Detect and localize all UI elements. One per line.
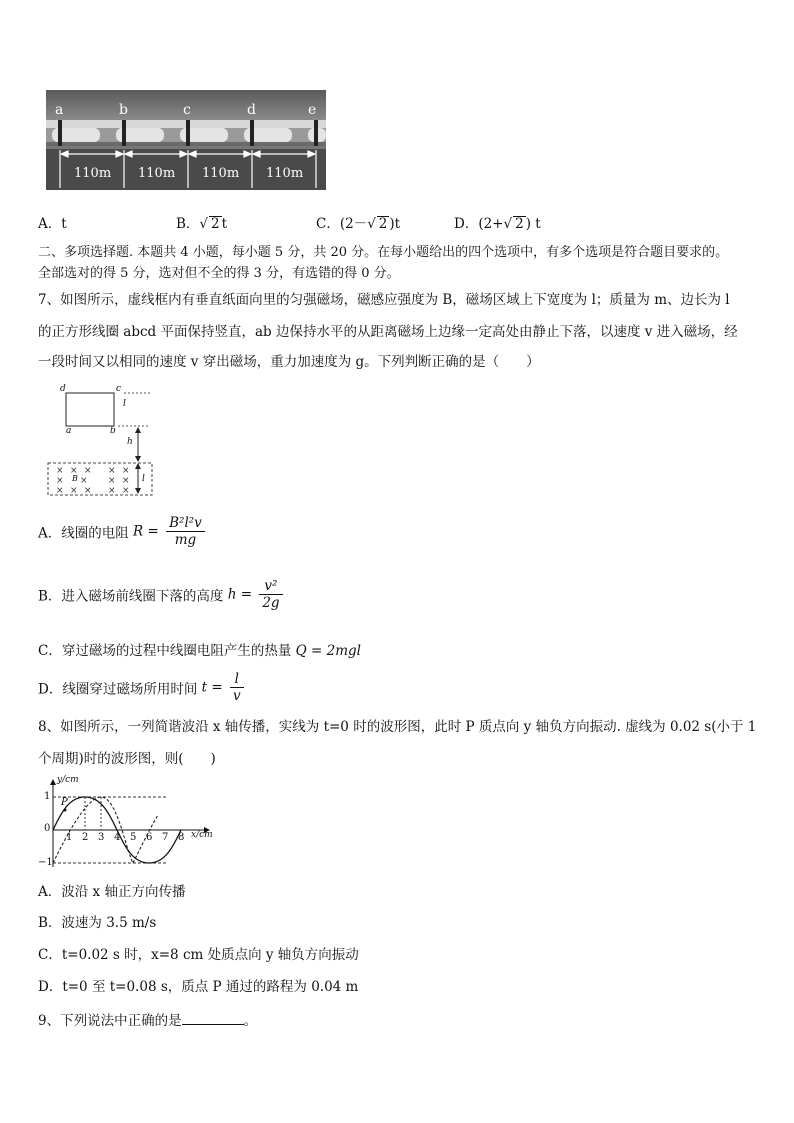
q7-option-a: A．线圈的电阻 R = $\frac{\text{B²l²v}}{mg}$ bbox=[38, 515, 205, 548]
svg-text:×: × bbox=[56, 476, 64, 486]
y-tick-1: 1 bbox=[44, 791, 51, 802]
segment-label-3: 110m bbox=[202, 166, 240, 181]
svg-text:×: × bbox=[122, 476, 130, 486]
fraction: $\frac{\text{B²l²v}}{mg}$ bbox=[166, 515, 205, 548]
q7-line1: 7、如图所示，虚线框内有垂直纸面向里的匀强磁场，磁感应强度为 B，磁场区域上下宽度为 l；质量为 m、边长为 l bbox=[38, 292, 730, 308]
q8-option-a: A．波沿 x 轴正方向传播 bbox=[38, 884, 186, 900]
q6-option-d: D．(2+√ 2 ) t bbox=[454, 216, 541, 232]
q6-option-c: C．(2－√ 2 )t bbox=[316, 216, 401, 232]
svg-text:×: × bbox=[108, 466, 116, 476]
fraction: $\frac{l}{v}$ bbox=[230, 671, 244, 704]
q8-line1: 8、如图所示，一列简谐波沿 x 轴传播，实线为 t=0 时的波形图，此时 P 质点向 y 轴负方向振动. 虚线为 0.02 s(小于 1 bbox=[38, 719, 757, 735]
x-axis-label: x/cm bbox=[191, 830, 213, 840]
coil-label-a: a bbox=[66, 426, 72, 436]
height-label-h: h bbox=[127, 437, 133, 447]
svg-text:×: × bbox=[84, 486, 92, 496]
svg-text:×: × bbox=[84, 466, 92, 476]
bridge-figure bbox=[46, 90, 326, 190]
q8-option-d: D．t=0 至 t=0.08 s，质点 P 通过的路程为 0.04 m bbox=[38, 979, 359, 995]
field-label-B: B bbox=[72, 474, 78, 483]
svg-text:×: × bbox=[122, 486, 130, 496]
q7-option-b: B．进入磁场前线圈下落的高度 h = $\frac{\text{v²}}{2g}$ bbox=[38, 578, 283, 611]
point-label-a: a bbox=[55, 102, 64, 118]
svg-text:×: × bbox=[56, 486, 64, 496]
y-axis-label: y/cm bbox=[57, 775, 79, 785]
x-tick-6: 6 bbox=[146, 832, 153, 843]
section2-line2: 全部选对的得 5 分，选对但不全的得 3 分，有选错的得 0 分。 bbox=[38, 266, 400, 281]
q7-line2: 的正方形线圈 abcd 平面保持竖直，ab 边保持水平的从距离磁场上边缘一定高处由静止下落，以速度 v 进入磁场，经 bbox=[38, 324, 738, 340]
svg-text:×: × bbox=[108, 476, 116, 486]
q7-figure bbox=[46, 383, 166, 501]
field-width-label-l: l bbox=[142, 474, 145, 484]
q8-wave-graph bbox=[38, 775, 218, 870]
point-label-e: e bbox=[308, 102, 317, 118]
fraction: $\frac{\text{v²}}{2g}$ bbox=[259, 578, 282, 611]
q8-option-c: C．t=0.02 s 时，x=8 cm 处质点向 y 轴负方向振动 bbox=[38, 947, 359, 963]
answer-blank bbox=[182, 1010, 244, 1025]
segment-label-2: 110m bbox=[138, 166, 176, 181]
x-tick-1: 1 bbox=[66, 832, 73, 843]
coil-label-c: c bbox=[116, 384, 122, 394]
x-tick-4: 4 bbox=[114, 832, 121, 843]
q7-option-d: D．线圈穿过磁场所用时间 t = $\frac{l}{v}$ bbox=[38, 671, 244, 704]
segment-label-1: 110m bbox=[74, 166, 112, 181]
q7-option-c: C．穿过磁场的过程中线圈电阻产生的热量 Q = 2mgl bbox=[38, 643, 361, 659]
segment-label-4: 110m bbox=[266, 166, 304, 181]
q9-question: 9、下列说法中正确的是 。 bbox=[38, 1010, 257, 1031]
svg-text:×: × bbox=[108, 486, 116, 496]
svg-text:×: × bbox=[70, 486, 78, 496]
q6-option-b: B．√ 2 t bbox=[176, 216, 228, 232]
x-tick-3: 3 bbox=[98, 832, 105, 843]
q8-line2: 个周期)时的波形图，则( ) bbox=[38, 751, 216, 767]
section2-line1: 二、多项选择题. 本题共 4 小题，每小题 5 分，共 20 分。在每小题给出的四个选项中，有多个选项是符合题目要求的。 bbox=[38, 245, 729, 260]
q7-line3: 一段时间又以相同的速度 v 穿出磁场，重力加速度为 g。下列判断正确的是（ ） bbox=[38, 354, 540, 370]
coil-label-b: b bbox=[110, 426, 116, 436]
point-label-c: c bbox=[183, 102, 191, 118]
side-label-l: l bbox=[123, 399, 126, 409]
wave-plot bbox=[38, 775, 218, 870]
y-tick-0: 0 bbox=[44, 823, 51, 834]
coil-label-d: d bbox=[60, 384, 66, 394]
x-tick-5: 5 bbox=[130, 832, 137, 843]
point-label-b: b bbox=[119, 102, 128, 118]
q8-option-b: B．波速为 3.5 m/s bbox=[38, 915, 157, 931]
point-label-d: d bbox=[247, 102, 256, 118]
point-p-label: P bbox=[61, 797, 68, 808]
svg-text:×: × bbox=[122, 466, 130, 476]
q6-option-a: A．t bbox=[38, 216, 67, 232]
svg-text:×: × bbox=[80, 476, 88, 486]
y-tick-neg1: −1 bbox=[38, 857, 53, 868]
x-tick-8: 8 bbox=[178, 832, 185, 843]
svg-text:×: × bbox=[56, 466, 64, 476]
coil-field-diagram bbox=[46, 383, 166, 501]
x-tick-2: 2 bbox=[82, 832, 89, 843]
svg-text:×: × bbox=[70, 466, 78, 476]
x-tick-7: 7 bbox=[162, 832, 169, 843]
